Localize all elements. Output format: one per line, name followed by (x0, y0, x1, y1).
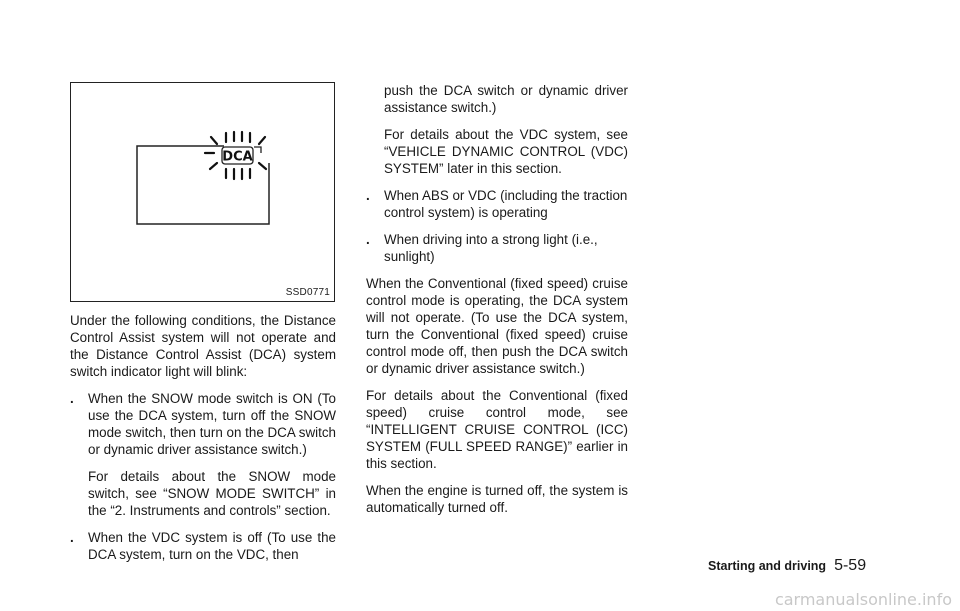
bullet-abs-vdc (366, 187, 628, 221)
page-number: 5-59 (834, 557, 867, 574)
section-title: Starting and driving (708, 559, 827, 573)
bullet-marker: . (70, 530, 74, 545)
bullet-strong-light (366, 231, 628, 265)
vdc-details: For details about the VDC system, see “VEHICLE DYNAMIC CONTROL (VDC) SYSTEM” later in this section. (384, 127, 628, 176)
bullet-marker: . (366, 188, 370, 203)
left-column (70, 312, 336, 573)
dca-indicator-label: DCA (222, 149, 253, 165)
bullet-text: When driving into a strong light (i.e., sunlight) (384, 232, 598, 264)
bullet-text: When ABS or VDC (including the traction control system) is operating (384, 188, 628, 220)
intro-paragraph: Under the following conditions, the Distance Control Assist system will not operate and the Distance Control Assist (DCA) system switch indicator light will blink: (70, 313, 336, 379)
bullet-marker: . (366, 232, 370, 247)
conventional-cruise-paragraph: When the Conventional (fixed speed) cruise control mode is operating, the DCA system will not operate. (To use the DCA system, turn the Conventional (fixed speed) cruise control mode off, then push the DCA switch or dynamic driver assistance switch.) (366, 276, 628, 376)
engine-off-paragraph: When the engine is turned off, the system is automatically turned off. (366, 483, 628, 515)
snow-mode-details: For details about the SNOW mode switch, see “SNOW MODE SWITCH” in the “2. Instruments and controls” section. (88, 469, 336, 518)
watermark: carmanualsonline.info (774, 590, 952, 609)
right-column (366, 82, 628, 526)
bullet-snow-mode (70, 390, 336, 458)
page-footer (708, 557, 866, 575)
dca-indicator-illustration (71, 83, 333, 300)
vdc-bullet-continuation: push the DCA switch or dynamic driver assistance switch.) (384, 83, 628, 115)
dca-indicator-figure (70, 82, 335, 302)
cruise-details-paragraph: For details about the Conventional (fixed speed) cruise control mode, see “INTELLIGENT CRUISE CONTROL (ICC) SYSTEM (FULL SPEED RANGE)” earlier in this section. (366, 388, 628, 471)
bullet-text: When the VDC system is off (To use the DCA system, turn on the VDC, then (88, 530, 336, 562)
bullet-vdc-off (70, 529, 336, 563)
bullet-marker: . (70, 391, 74, 406)
bullet-text: When the SNOW mode switch is ON (To use the DCA system, turn off the SNOW mode switch, then turn on the DCA switch or dynamic driver assistance switch.) (88, 391, 336, 457)
figure-code: SSD0771 (285, 287, 330, 298)
